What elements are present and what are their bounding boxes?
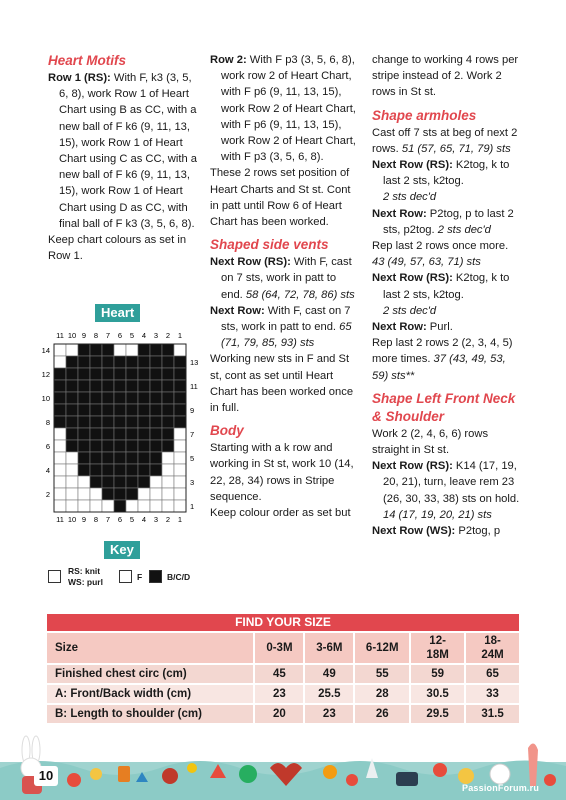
row2-label: Row 2:	[210, 54, 247, 66]
table-cell: 33	[465, 684, 520, 704]
armhole-row2	[372, 206, 522, 238]
chart-column-label: 7	[105, 331, 111, 340]
flower-icon	[162, 768, 178, 784]
chart-cell	[162, 368, 174, 380]
chart-cell	[102, 404, 114, 416]
watermark: PassionForum.ru	[462, 783, 540, 793]
chart-cell	[126, 464, 138, 476]
chart-row-label: 7	[190, 430, 195, 439]
column-3	[372, 52, 522, 539]
chart-cell	[54, 404, 66, 416]
chart-cell	[66, 440, 78, 452]
chart-cell	[90, 488, 102, 500]
table-row	[47, 684, 520, 704]
f-label: F	[137, 572, 143, 582]
chart-row-label: 10	[41, 394, 50, 403]
set-position-text: These 2 rows set position of Heart Charts and St st. Cont in patt until Row 6 of Heart Chart has been worked.	[210, 167, 351, 229]
chart-cell	[126, 344, 138, 356]
chart-cell	[138, 440, 150, 452]
chart-column-label: 10	[67, 331, 77, 340]
chart-row-label: 2	[45, 490, 50, 499]
table-cell: 59	[410, 664, 465, 684]
chart-cell	[102, 428, 114, 440]
repeat2-text: Rep last 2 rows 2 (2, 3, 4, 5) more times.	[372, 337, 513, 366]
flower-icon	[90, 768, 102, 780]
chart-column-label: 5	[129, 331, 135, 340]
cup-icon	[118, 766, 130, 782]
chart-cell	[66, 344, 78, 356]
chart-cell	[78, 344, 90, 356]
chart-cell	[138, 428, 150, 440]
chart-column-label: 9	[81, 515, 87, 524]
chart-cell	[78, 428, 90, 440]
chart-cell	[150, 440, 162, 452]
armhole-row2-label: Next Row:	[372, 207, 427, 220]
repeat-text: Rep last 2 rows once more.	[372, 240, 509, 253]
vent-rs-text: With F, cast on 7 sts, work in patt to end.	[221, 256, 352, 301]
chart-cell	[162, 404, 174, 416]
castoff-counts: 51 (57, 65, 71, 79) sts	[401, 142, 511, 155]
chart-cell	[78, 392, 90, 404]
chart-cell	[114, 488, 126, 500]
chart-column-label: 10	[67, 515, 77, 524]
row-label: Finished chest circ (cm)	[47, 664, 254, 684]
purl-label: WS: purl	[68, 577, 103, 587]
page-number: 10	[34, 766, 58, 786]
chart-cell	[78, 416, 90, 428]
chart-cell	[114, 356, 126, 368]
vent-ws-counts: 65 (71, 79, 85, 93) sts	[221, 321, 352, 350]
chart-cell	[78, 356, 90, 368]
chart-column-label: 1	[177, 515, 183, 524]
chart-cell	[150, 344, 162, 356]
chart-cell	[162, 464, 174, 476]
chart-cell	[174, 464, 186, 476]
vent-ws-label: Next Row:	[210, 304, 265, 317]
chart-cell	[138, 488, 150, 500]
knit-purl-swatch	[48, 570, 61, 583]
table-cell: 23	[304, 704, 354, 724]
chart-cell	[54, 356, 66, 368]
bcd-label: B/C/D	[167, 572, 191, 582]
chart-cell	[54, 500, 66, 512]
chart-cell	[150, 464, 162, 476]
armhole-row2-text: P2tog, p to last 2 sts, p2tog.	[383, 207, 514, 236]
armhole-row2-dec: 2 sts dec'd	[437, 223, 491, 236]
chart-column-label: 9	[81, 331, 87, 340]
chart-column-label: 2	[165, 515, 171, 524]
chart-column-label: 11	[56, 331, 64, 340]
chart-column-label: 8	[93, 331, 99, 340]
table-cell: 65	[465, 664, 520, 684]
chart-column-label: 6	[117, 515, 123, 524]
size-header-12-18m: 12- 18M	[410, 632, 465, 664]
row1-instruction	[48, 70, 198, 232]
chart-cell	[66, 404, 78, 416]
work-straight-text: Work 2 (2, 4, 6, 6) rows straight in St st.	[372, 427, 489, 457]
table-cell: 55	[354, 664, 410, 684]
chart-cell	[126, 500, 138, 512]
row2-text: With F p3 (3, 5, 6, 8), work row 2 of Heart Chart, with F p6 (9, 11, 13, 15), work Row 2 of Heart Chart, with F p6 (9, 11, 13, 15), work Row 2 of Heart Chart, with F p3 (3, 5, 6, 8).	[221, 54, 356, 164]
chart-cell	[90, 452, 102, 464]
chart-cell	[90, 416, 102, 428]
chart-cell	[90, 440, 102, 452]
chart-cell	[102, 380, 114, 392]
chart-cell	[150, 368, 162, 380]
chart-cell	[126, 368, 138, 380]
find-your-size-table	[47, 614, 521, 725]
castoff-text: Cast off 7 sts at beg of next 2 rows.	[372, 126, 518, 155]
chart-cell	[54, 452, 66, 464]
chart-cell	[174, 416, 186, 428]
chart-cell	[150, 452, 162, 464]
chart-cell	[90, 356, 102, 368]
size-header-6-12m: 6-12M	[354, 632, 410, 664]
chart-cell	[138, 500, 150, 512]
chart-cell	[66, 356, 78, 368]
chart-cell	[162, 452, 174, 464]
chart-cell	[78, 368, 90, 380]
chart-cell	[90, 404, 102, 416]
armhole-row3	[372, 270, 522, 319]
chart-cell	[54, 488, 66, 500]
neck-shoulder-heading: Shape Left Front Neck & Shoulder	[372, 390, 516, 424]
column-2	[210, 52, 360, 521]
chart-column-label: 3	[153, 515, 159, 524]
chart-cell	[138, 464, 150, 476]
chart-cell	[90, 464, 102, 476]
chart-cell	[78, 476, 90, 488]
armholes-heading: Shape armholes	[372, 107, 477, 123]
table-cell: 49	[304, 664, 354, 684]
chart-cell	[90, 392, 102, 404]
chart-cell	[66, 452, 78, 464]
chart-row-label: 9	[190, 406, 195, 415]
keep-colour-text: Keep colour order as set but	[210, 507, 351, 520]
vent-rs-label: Next Row (RS):	[210, 256, 291, 269]
chart-cell	[174, 404, 186, 416]
chart-cell	[162, 428, 174, 440]
chart-cell	[90, 380, 102, 392]
chart-row-label: 8	[45, 418, 50, 427]
chart-cell	[66, 488, 78, 500]
chart-cell	[90, 428, 102, 440]
chart-cell	[174, 476, 186, 488]
chart-cell	[162, 488, 174, 500]
chart-cell	[126, 476, 138, 488]
chart-cell	[102, 488, 114, 500]
chart-cell	[54, 476, 66, 488]
chart-cell	[66, 500, 78, 512]
chart-cell	[114, 368, 126, 380]
chart-cell	[174, 356, 186, 368]
size-header-3-6m: 3-6M	[304, 632, 354, 664]
chart-cell	[66, 380, 78, 392]
chart-cell	[114, 428, 126, 440]
neck-row1-label: Next Row (RS):	[372, 460, 453, 473]
heart-motifs-heading: Heart Motifs	[48, 53, 127, 68]
chart-cell	[126, 488, 138, 500]
chart-cell	[90, 500, 102, 512]
chart-cell	[102, 416, 114, 428]
chart-cell	[150, 488, 162, 500]
chart-cell	[138, 344, 150, 356]
armhole-row4-label: Next Row:	[372, 321, 427, 334]
chart-column-label: 4	[141, 515, 147, 524]
chart-cell	[78, 440, 90, 452]
body-heading: Body	[210, 423, 244, 439]
chart-cell	[138, 404, 150, 416]
chart-cell	[150, 416, 162, 428]
chart-cell	[162, 380, 174, 392]
chart-cell	[138, 356, 150, 368]
chart-row-label: 6	[45, 442, 50, 451]
chart-row-label: 13	[190, 358, 199, 367]
table-cell: 26	[354, 704, 410, 724]
chart-cell	[66, 476, 78, 488]
chart-key	[48, 566, 208, 596]
chart-cell	[114, 452, 126, 464]
chart-cell	[114, 500, 126, 512]
armhole-row1-dec: 2 sts dec'd	[383, 191, 437, 204]
table-row	[47, 704, 520, 724]
chart-cell	[162, 500, 174, 512]
size-header-18-24m: 18- 24M	[465, 632, 520, 664]
table-cell: 31.5	[465, 704, 520, 724]
chart-cell	[150, 392, 162, 404]
chart-cell	[102, 476, 114, 488]
neck-row1-counts: 14 (17, 19, 20, 21) sts	[383, 508, 492, 521]
chart-cell	[150, 356, 162, 368]
row1-label: Row 1 (RS):	[48, 72, 111, 84]
chart-cell	[66, 464, 78, 476]
chart-cell	[66, 368, 78, 380]
vent-ws-text: With F, cast on 7 sts, work in patt to end.	[221, 304, 351, 334]
armhole-row3-dec: 2 sts dec'd	[383, 304, 437, 317]
flower-icon	[67, 773, 81, 787]
row-label: A: Front/Back width (cm)	[47, 684, 254, 704]
column-1	[48, 52, 198, 264]
table-cell: 20	[254, 704, 304, 724]
chart-cell	[138, 368, 150, 380]
chart-cell	[174, 488, 186, 500]
armhole-row1-label: Next Row (RS):	[372, 159, 453, 172]
chart-row-label: 12	[41, 370, 50, 379]
chart-cell	[54, 440, 66, 452]
table-cell: 30.5	[410, 684, 465, 704]
chart-cell	[114, 404, 126, 416]
chart-cell	[174, 380, 186, 392]
chart-row-label: 3	[190, 478, 195, 487]
neck-row2-text: P2tog, p	[455, 525, 501, 538]
chart-cell	[54, 344, 66, 356]
vent-rs-counts: 58 (64, 72, 78, 86) sts	[245, 288, 355, 301]
chart-cell	[138, 392, 150, 404]
chart-cell	[174, 500, 186, 512]
chart-cell	[114, 464, 126, 476]
side-vents-heading: Shaped side vents	[210, 237, 329, 253]
chart-cell	[138, 380, 150, 392]
chart-cell	[54, 464, 66, 476]
chart-cell	[126, 404, 138, 416]
armhole-row4-text: Purl.	[426, 321, 453, 334]
chart-cell	[150, 476, 162, 488]
heart-chart-title: Heart	[95, 304, 140, 322]
chart-cell	[102, 440, 114, 452]
armhole-row1	[372, 157, 522, 206]
chart-cell	[78, 500, 90, 512]
chart-cell	[90, 344, 102, 356]
chart-cell	[150, 404, 162, 416]
neck-row2-label: Next Row (WS):	[372, 525, 456, 538]
chart-cell	[138, 416, 150, 428]
armhole-row3-label: Next Row (RS):	[372, 272, 453, 285]
table-cell: 45	[254, 664, 304, 684]
chart-cell	[126, 356, 138, 368]
chart-cell	[102, 356, 114, 368]
table-cell: 25.5	[304, 684, 354, 704]
chart-cell	[126, 392, 138, 404]
chart-cell	[54, 416, 66, 428]
key-title: Key	[104, 541, 140, 559]
chart-cell	[126, 452, 138, 464]
chart-cell	[54, 368, 66, 380]
chart-cell	[102, 452, 114, 464]
chart-cell	[150, 380, 162, 392]
table-cell: 23	[254, 684, 304, 704]
repeat-instruction	[372, 238, 522, 270]
chart-cell	[54, 380, 66, 392]
table-cell: 28	[354, 684, 410, 704]
knit-label: RS: knit	[68, 566, 101, 576]
chart-cell	[78, 404, 90, 416]
chart-cell	[66, 428, 78, 440]
chart-cell	[78, 380, 90, 392]
size-header-row	[47, 632, 520, 664]
chart-cell	[162, 440, 174, 452]
armhole-row1-text: K2tog, k to last 2 sts, k2tog.	[383, 159, 510, 188]
change-text: change to working 4 rows per stripe instead of 2. Work 2 rows in St st.	[372, 54, 519, 99]
chart-cell	[114, 416, 126, 428]
row2-instruction	[210, 52, 360, 165]
chart-cell	[90, 368, 102, 380]
chart-cell	[162, 416, 174, 428]
size-header-0-3m: 0-3M	[254, 632, 304, 664]
chart-cell	[174, 428, 186, 440]
chart-cell	[66, 392, 78, 404]
chart-cell	[102, 344, 114, 356]
chart-cell	[102, 392, 114, 404]
chart-cell	[174, 392, 186, 404]
chart-cell	[102, 368, 114, 380]
chart-column-label: 7	[105, 515, 111, 524]
keep-chart-text: Keep chart colours as set in Row 1.	[48, 234, 187, 263]
chart-cell	[78, 464, 90, 476]
size-table-title: FIND YOUR SIZE	[47, 614, 520, 632]
body-text: Starting with a k row and working in St st, work 10 (14, 22, 28, 34) rows in Stripe sequence.	[210, 442, 354, 503]
chart-cell	[162, 356, 174, 368]
chart-cell	[138, 476, 150, 488]
chart-cell	[102, 500, 114, 512]
row1-text: With F, k3 (3, 5, 6, 8), work Row 1 of Heart Chart using B as CC, with a new ball of F k6 (9, 11, 13, 15), work Row 1 of Heart Chart using C as CC, with a new ball of F k6 (9, 11, 13, 15), work Row 1 of Heart Chart using D as CC, with final ball of F k3 (3, 5, 6, 8).	[59, 72, 198, 230]
chart-cell	[174, 440, 186, 452]
chart-cell	[150, 428, 162, 440]
chart-cell	[114, 380, 126, 392]
chart-column-label: 2	[165, 331, 171, 340]
chart-cell	[54, 392, 66, 404]
chart-row-label: 4	[45, 466, 50, 475]
chart-row-label: 5	[190, 454, 195, 463]
table-row	[47, 664, 520, 684]
chart-cell	[162, 392, 174, 404]
chart-cell	[150, 500, 162, 512]
chart-column-label: 4	[141, 331, 147, 340]
chart-column-label: 8	[93, 515, 99, 524]
chart-cell	[126, 440, 138, 452]
vent-ws-instruction	[210, 303, 360, 352]
chart-cell	[66, 416, 78, 428]
chart-cell	[114, 344, 126, 356]
chart-column-label: 11	[56, 515, 64, 524]
chart-cell	[162, 344, 174, 356]
chart-cell	[138, 452, 150, 464]
chart-column-label: 5	[129, 515, 135, 524]
neck-row1	[372, 458, 522, 523]
chart-cell	[126, 380, 138, 392]
chart-cell	[174, 344, 186, 356]
vent-rs-instruction	[210, 254, 360, 303]
chart-cell	[78, 452, 90, 464]
neck-row2	[372, 523, 522, 539]
f-swatch	[119, 570, 132, 583]
chart-cell	[54, 428, 66, 440]
armhole-row4	[372, 319, 522, 335]
chart-cell	[114, 476, 126, 488]
chart-cell	[114, 440, 126, 452]
repeat2-instruction	[372, 335, 522, 384]
top-hat-icon	[396, 772, 418, 786]
chart-cell	[78, 488, 90, 500]
chart-cell	[126, 416, 138, 428]
castoff-instruction	[372, 125, 522, 157]
chart-cell	[174, 452, 186, 464]
chart-column-label: 3	[153, 331, 159, 340]
bcd-swatch	[149, 570, 162, 583]
chart-cell	[162, 476, 174, 488]
repeat2-counts: 37 (43, 49, 53, 59) sts**	[372, 353, 506, 382]
chart-row-label: 11	[190, 382, 198, 391]
table-cell: 29.5	[410, 704, 465, 724]
chart-row-label: 1	[190, 502, 195, 511]
size-header: Size	[47, 632, 254, 664]
chart-cell	[90, 476, 102, 488]
row-label: B: Length to shoulder (cm)	[47, 704, 254, 724]
chart-cell	[114, 392, 126, 404]
chart-column-label: 6	[117, 331, 123, 340]
armhole-row3-text: K2tog, k to last 2 sts, k2tog.	[383, 272, 510, 301]
heart-chart	[36, 326, 199, 526]
chart-cell	[174, 368, 186, 380]
chart-row-label: 14	[41, 346, 50, 355]
neck-row1-text: K14 (17, 19, 20, 21), turn, leave rem 23 (26, 30, 33, 38) sts on hold.	[383, 460, 520, 505]
repeat-counts: 43 (49, 57, 63, 71) sts	[372, 256, 481, 269]
working-text: Working new sts in F and St st, cont as set until Heart Chart has been worked once in full.	[210, 353, 354, 415]
chart-cell	[102, 464, 114, 476]
chart-cell	[126, 428, 138, 440]
chart-column-label: 1	[177, 331, 183, 340]
